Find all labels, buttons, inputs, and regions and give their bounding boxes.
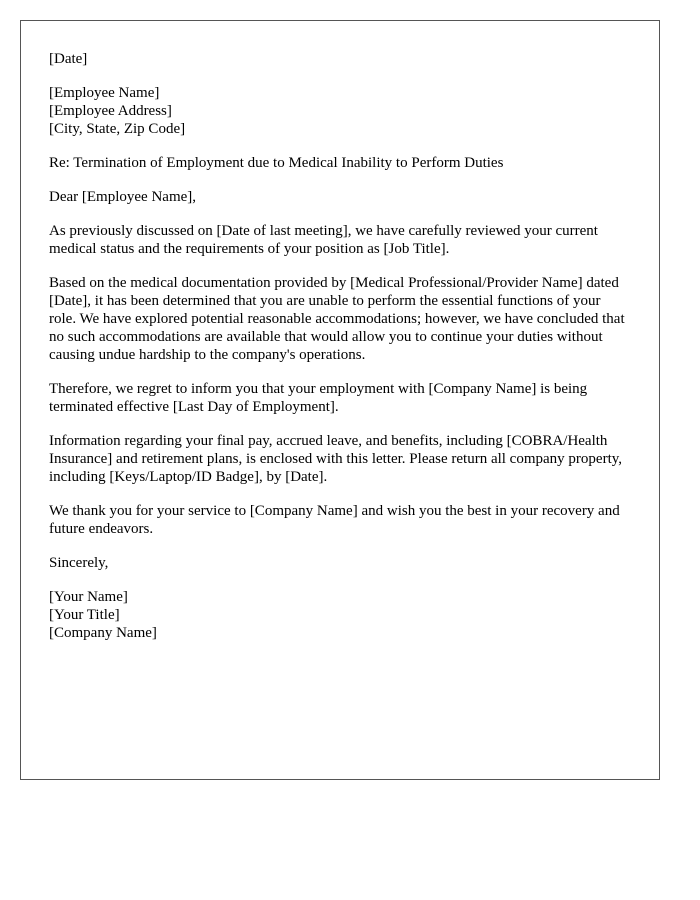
- letter-subject: Re: Termination of Employment due to Medical Inability to Perform Duties: [49, 155, 504, 171]
- signature-block: [49, 588, 631, 642]
- signer-company: [Company Name]: [49, 625, 157, 641]
- letter-salutation: Dear [Employee Name],: [49, 189, 197, 205]
- body-paragraph: As previously discussed on [Date of last meeting], we have carefully reviewed your current medical status and the requirements of your position as [Job Title].: [49, 223, 598, 257]
- signer-title: [Your Title]: [49, 607, 120, 623]
- recipient-address: [Employee Address]: [49, 103, 172, 119]
- body-paragraph: Therefore, we regret to inform you that your employment with [Company Name] is being terminated effective [Last Day of Employment].: [49, 381, 588, 415]
- recipient-address-block: [49, 84, 631, 138]
- body-paragraph: Information regarding your final pay, accrued leave, and benefits, including [COBRA/Health Insurance] and retirement plans, is enclosed with this letter. Please return all company property, including [Keys/Laptop/ID Badge], by [Date].: [49, 433, 623, 485]
- body-paragraph: Based on the medical documentation provided by [Medical Professional/Provider Name] dated [Date], it has been determined that you are unable to perform the essential functions of your role. We have explored potential reasonable accommodations; however, we have concluded that no such accommodations are available that would allow you to continue your duties without causing undue hardship to the company's operations.: [49, 275, 625, 363]
- letter-page: [20, 20, 660, 780]
- letter-date: [Date]: [49, 51, 88, 67]
- signer-name: [Your Name]: [49, 589, 128, 605]
- letter-closing: Sincerely,: [49, 555, 109, 571]
- recipient-city-state-zip: [City, State, Zip Code]: [49, 121, 186, 137]
- body-paragraph: We thank you for your service to [Company Name] and wish you the best in your recovery and future endeavors.: [49, 503, 620, 537]
- recipient-name: [Employee Name]: [49, 85, 160, 101]
